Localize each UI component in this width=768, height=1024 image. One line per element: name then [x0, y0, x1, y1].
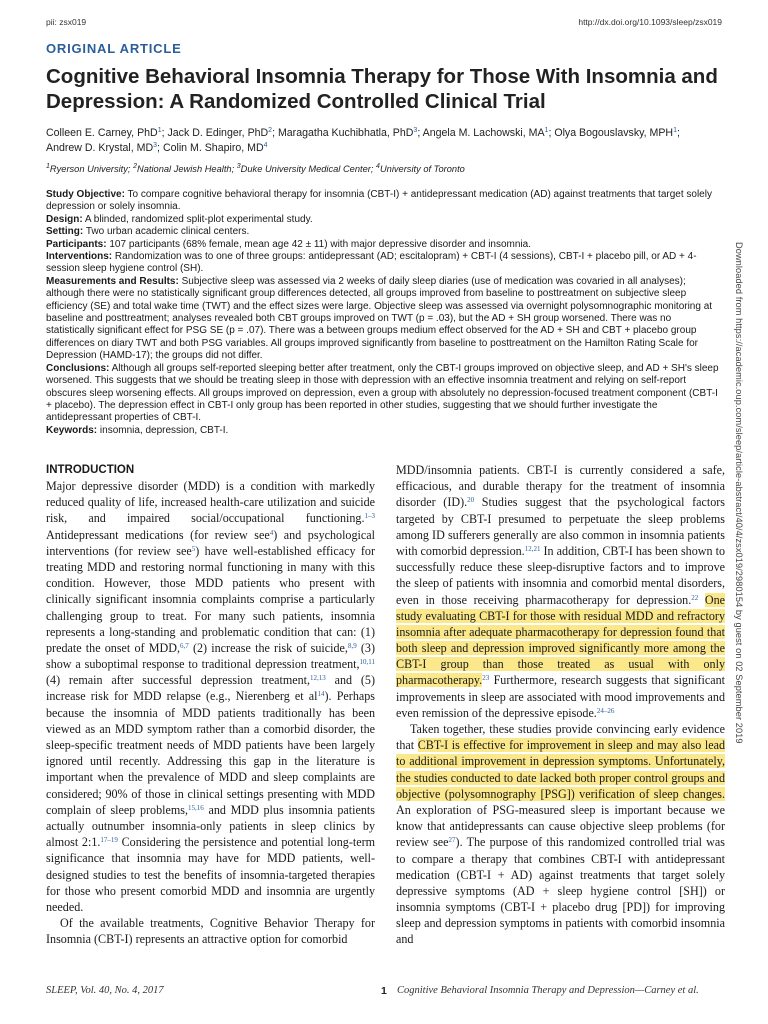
- abstract-label: Design:: [46, 213, 83, 225]
- citation-ref: 20: [467, 496, 475, 505]
- body-text: ). Perhaps because the insomnia of MDD patients traditionally has been viewed as an MDD symptom rather than a comorbid disorder, the sleep-specific treatment needs of MDD patients have been largely ignored until recently. Addressing this gap in the literature is important when the prevalence of MDD and sleep complaints are considered; 90% of those in clinical settings presenting with MDD complain of sleep problems,: [46, 689, 375, 817]
- citation-ref: 12,21: [524, 544, 541, 553]
- abstract-section: [46, 189, 722, 214]
- body-text: Of the available treatments, Cognitive Behavior Therapy for Insomnia (CBT-I) represents an attractive option for comorbid: [46, 916, 375, 947]
- affiliation-name: Ryerson University: [49, 164, 128, 174]
- footer-running-title: Cognitive Behavioral Insomnia Therapy and Depression—Carney et al.: [397, 985, 699, 996]
- author-name: Colin M. Shapiro, MD: [162, 141, 264, 154]
- download-watermark-text: Downloaded from https://academic.oup.com/sleep/article-abstract/40/4/zsx019/2980154 by guest on 02 September 2019: [734, 242, 744, 744]
- body-text: Considering the persistence and potential long-term significance that insomnia may have for MDD patients, well-designed studies to test the benefits of insomnia-targeted therapies for those who present comorbid MDD and insomnia are urgently needed.: [46, 835, 376, 914]
- author-name: Olya Bogouslavsky, MPH: [554, 127, 674, 139]
- abstract-section: [46, 239, 722, 251]
- author-affiliation-mark: 3: [413, 127, 418, 134]
- body-text: (2) increase the risk of suicide,: [188, 640, 348, 655]
- highlighted-text: CBT-I is effective for improvement in sleep and may also lead to additional improvement in depression symptoms. Unfortunately, the studies conducted to date lacked both proper control groups and objective (polysomnography [PSG]) verification of sleep changes.: [396, 738, 725, 801]
- citation-ref: 12,13: [310, 674, 326, 683]
- abstract-text: To compare cognitive behavioral therapy for insomnia (CBT-I) + antidepressant medication (AD) against treatments that target solely depression or solely insomnia.: [46, 189, 712, 213]
- abstract-text: Randomization was to one of three groups: antidepressant (AD; escitalopram) + CBT-I (4 sessions), CBT-I + placebo pill, or AD + 4-session sleep hygiene control (SH).: [46, 251, 697, 275]
- section-heading-introduction: INTRODUCTION: [46, 464, 135, 476]
- abstract-label: Interventions:: [46, 251, 113, 263]
- body-text: Studies suggest that the psychological factors targeted by CBT-I presumed to perpetuate the sleep problems among ID sufferers generally are also common in insomnia patients with comorbid depression.: [396, 495, 725, 558]
- affiliation-name: Duke University Medical Center: [240, 164, 371, 174]
- body-text: ). The purpose of this randomized controlled trial was to compare a therapy that combines CBT-I with antidepressant medication (CBT-I + AD) against treatments that target solely depressive symptoms (AD + sleep hygiene control [SH]) or insomnia symptoms (CBT-I + placebo drug [PD]) for improving sleep and depression symptoms in patients with comorbid insomnia and: [396, 835, 725, 947]
- article-doi-link[interactable]: http://dx.doi.org/10.1093/sleep/zsx019: [578, 17, 722, 27]
- citation-ref: 8,9: [347, 641, 357, 650]
- article-pii: pii: zsx019: [46, 17, 87, 27]
- body-paragraph: [396, 462, 725, 721]
- citation-ref: 5: [191, 544, 196, 553]
- abstract-label: Keywords:: [46, 424, 98, 436]
- download-watermark: [733, 242, 755, 782]
- author-name: Colleen E. Carney, PhD: [46, 127, 158, 139]
- abstract: [46, 189, 722, 437]
- author-list: Colleen E. Carney, PhD$^1$; Jack D. Edinger, PhD$^2$; Maragatha Kuchibhatla, PhD$^3$; Angela M. Lachowski, $MA^1$; Olya Bogouslavsky, MPH$^1$; Andrew D. Krystal, $MD^3$; Colin M. Shapiro, $MD^4$: [46, 127, 680, 154]
- affiliation-mark: 4: [376, 163, 380, 170]
- citation-ref: 24–26: [596, 706, 615, 715]
- author-name: Angela M. Lachowski, MA: [422, 127, 545, 139]
- author-name: Jack D. Edinger, PhD: [167, 127, 269, 139]
- abstract-label: Setting:: [46, 226, 84, 238]
- author-name: Andrew D. Krystal, MD: [46, 141, 154, 154]
- left-column: [46, 462, 375, 947]
- citation-ref: 10,11: [359, 658, 375, 667]
- author-name: Maragatha Kuchibhatla, PhD: [277, 127, 414, 139]
- citation-ref: 1–3: [364, 512, 375, 521]
- body-text: (4) remain after successful depression treatment,: [46, 673, 311, 688]
- body-text: In addition, CBT-I has been shown to successfully reduce these sleep-disruptive factors and to improve the sleep of patients with insomnia and comorbid mental disorders, even in those receiving pharmacotherapy for depression.: [396, 543, 725, 607]
- author-affiliation-mark: 1: [157, 127, 162, 134]
- affiliation-mark: 3: [236, 163, 241, 170]
- body-text: Furthermore, research suggests that significant improvements in sleep are associated with mood improvements and even remission of the depressive episode.: [396, 673, 725, 720]
- footer-journal: SLEEP, Vol. 40, No. 4, 2017: [46, 985, 164, 996]
- abstract-text: Although all groups self-reported sleeping better after treatment, only the CBT-I groups improved on objective sleep, and AD + SH's sleep worsened. This suggests that we should be treating sleep in those with depression with an effective insomnia treatment and relying on self-report obscures sleep worsening effects. All groups improved on depression, even a group with absolutely no depression-focused treatment component (CBT-I + placebo). The depression effect in CBT-I only group has been reported in other studies, suggesting that we should further investigate the antidepressant properties of CBT-I.: [46, 362, 719, 424]
- article-title: Cognitive Behavioral Insomnia Therapy for Those With Insomnia and Depression: A Randomized Controlled Clinical Trial: [46, 65, 718, 113]
- abstract-text: Subjective sleep was assessed via 2 weeks of daily sleep diaries (use of medication was covaried in all analyses); although there were no statistically significant group differences detected, all groups improved from baseline to posttreatment on subjective sleep efficiency (SE) and total wake time (TWT) and the effect sizes were large. Objective sleep was assessed via overnight polysomnographic monitoring at baseline and posttreatment; analyses revealed both CBT groups improved on TWT (p = .03), but the AD + SH group worsened. There was no statistically significant effect for PSG SE (p = .07). There was a between groups medium effect observed for the AD + SH and CBT + placebo group differences on diary TWT and both PSG variables. All groups improved significantly from baseline to posttreatment on the Hamilton Rating Scale for Depression (HAMD-17); the groups did not differ.: [46, 275, 713, 362]
- citation-ref: 15,16: [188, 803, 204, 812]
- body-text: [698, 593, 705, 607]
- citation-ref: 27: [448, 836, 456, 845]
- author-affiliation-mark: 2: [268, 127, 273, 134]
- abstract-section: [46, 425, 722, 437]
- abstract-text: Two urban academic clinical centers.: [85, 226, 250, 238]
- abstract-label: Study Objective:: [46, 189, 125, 200]
- citation-ref: 23: [482, 674, 490, 683]
- affiliation-mark: 1: [46, 163, 50, 170]
- affiliation-list: $^1$Ryerson University; $^2$National Jewish Health; $^3$Duke University Medical Center; $^4$University of Toronto: [46, 163, 465, 174]
- body-text: MDD/insomnia patients. CBT-I is currently considered a safe, efficacious, and durable therapy for the treatment of insomnia disorder (ID).: [396, 463, 725, 510]
- body-text: (3) show a suboptimal response to traditional depression treatment,: [46, 640, 376, 672]
- author-affiliation-mark: 4: [263, 141, 268, 149]
- body-text: and MDD plus insomnia patients actually outnumber insomnia-only patients in sleep clinics by almost 2:1.: [46, 802, 375, 850]
- author-affiliation-mark: 1: [673, 127, 677, 134]
- body-text: Antidepressant medications (for review see: [46, 527, 270, 542]
- citation-ref: 4: [269, 528, 274, 537]
- abstract-section: [46, 251, 722, 276]
- affiliation-name: National Jewish Health: [137, 164, 232, 174]
- body-paragraph: [396, 721, 725, 948]
- body-text: and (5) increase risk for MDD relapse (e.g., Nierenberg et al: [46, 673, 375, 704]
- body-paragraph: [46, 478, 375, 915]
- abstract-text: 107 participants (68% female, mean age 42 ± 11) with major depressive disorder and insomnia.: [109, 238, 531, 250]
- citation-ref: 6,7: [180, 641, 189, 650]
- author-affiliation-mark: 1: [544, 127, 549, 134]
- affiliation-mark: 2: [133, 163, 137, 170]
- abstract-label: Participants:: [46, 238, 107, 250]
- citation-ref: 14: [317, 690, 325, 699]
- citation-ref: 17–19: [100, 836, 118, 845]
- abstract-section: [46, 226, 722, 238]
- body-text: An exploration of PSG-measured sleep is important because we know that antidepressants can cause objective sleep problems (for review see: [396, 802, 725, 850]
- body-text: ) and psychological interventions (for review see: [46, 527, 375, 558]
- highlighted-text: One study evaluating CBT-I for those with residual MDD and refractory insomnia after adequate pharmacotherapy for depression found that both sleep and depression improved significantly more among the CBT-I group than those treated as usual with only pharmacotherapy.: [396, 592, 726, 688]
- abstract-section: [46, 363, 722, 425]
- abstract-text: A blinded, randomized split-plot experimental study.: [84, 213, 313, 225]
- body-text: ) have well-established efficacy for treating MDD and restoring normal functioning in many with this condition. However, those MDD patients who present with clinically significant insomnia complaints comprise a particularly challenging group to treat. For many such patients, insomnia represents a long-standing and problematic condition that can: (1) predate the onset of MDD,: [46, 543, 375, 655]
- body-text: Major depressive disorder (MDD) is a condition with markedly reduced quality of life, increased health-care utilization and suicide risk, and impaired social/occupational functioning.: [46, 479, 375, 526]
- article-type-label: ORIGINAL ARTICLE: [46, 41, 182, 56]
- abstract-label: Measurements and Results:: [46, 275, 179, 287]
- abstract-section: [46, 276, 722, 363]
- body-text: Taken together, these studies provide convincing early evidence that: [396, 722, 725, 753]
- right-column: [396, 462, 725, 948]
- body-paragraph: [46, 915, 375, 947]
- abstract-text: insomnia, depression, CBT-I.: [99, 424, 229, 436]
- abstract-section: [46, 214, 722, 226]
- author-affiliation-mark: 3: [153, 141, 158, 149]
- citation-ref: 22: [691, 593, 699, 602]
- affiliation-name: University of Toronto: [379, 164, 465, 174]
- abstract-label: Conclusions:: [46, 362, 110, 374]
- page-number: 1: [381, 985, 387, 997]
